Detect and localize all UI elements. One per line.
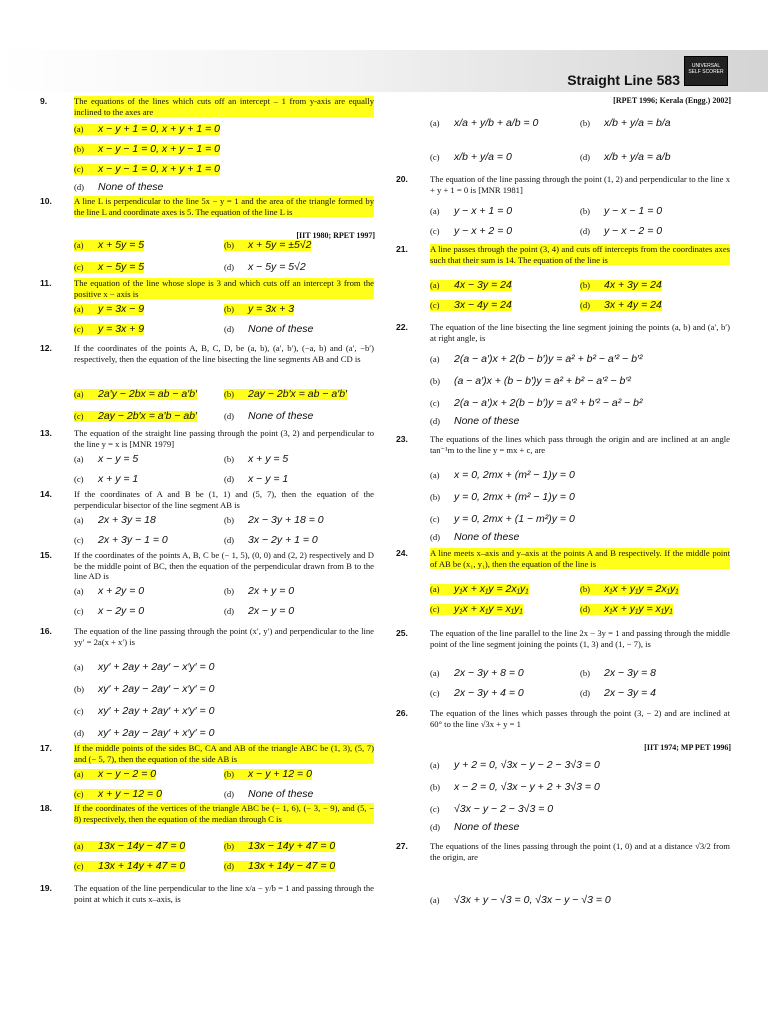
option-expression: x/b + y/a = b/a bbox=[604, 117, 671, 129]
answer-option bbox=[430, 688, 524, 699]
option-letter: (a) bbox=[430, 280, 440, 290]
option-expression: 3x + 4y = 24 bbox=[604, 299, 662, 311]
option-expression: y = 3x + 3 bbox=[248, 303, 295, 315]
question-number: 25. bbox=[396, 628, 408, 638]
option-letter: (c) bbox=[430, 226, 440, 236]
option-letter: (a) bbox=[74, 454, 84, 464]
option-letter: (a) bbox=[430, 206, 440, 216]
option-letter: (c) bbox=[74, 262, 84, 272]
option-expression: y₁x + x₁y = 2x₁y₁ bbox=[454, 583, 529, 595]
page-title: Straight Line 583 bbox=[567, 72, 680, 88]
question-text: The equation of the lines which passes through the point (3, − 2) and are inclined at 60° to the line √3x + y = 1 bbox=[430, 708, 730, 729]
option-letter: (a) bbox=[430, 668, 440, 678]
answer-option bbox=[430, 280, 512, 291]
option-letter: (d) bbox=[224, 474, 235, 484]
option-expression: y = 3x + 9 bbox=[98, 323, 145, 335]
option-expression: None of these bbox=[248, 410, 314, 422]
option-expression: 2ay − 2b′x = a′b − ab′ bbox=[98, 410, 198, 422]
answer-option bbox=[74, 841, 185, 852]
option-expression: 13x − 14y + 47 = 0 bbox=[248, 840, 336, 852]
question-number: 20. bbox=[396, 174, 408, 184]
option-expression: xy′ + 2ay − 2ay′ − x′y′ = 0 bbox=[98, 683, 215, 695]
question-source: [IIT 1980; RPET 1997] bbox=[296, 231, 375, 240]
answer-option bbox=[430, 895, 611, 906]
answer-option bbox=[74, 262, 144, 273]
answer-option bbox=[430, 226, 512, 237]
answer-option bbox=[74, 606, 144, 617]
option-expression: y − x − 2 = 0 bbox=[604, 225, 663, 237]
answer-option bbox=[74, 389, 197, 400]
question-number: 26. bbox=[396, 708, 408, 718]
option-letter: (b) bbox=[224, 769, 235, 779]
option-letter: (a) bbox=[430, 760, 440, 770]
answer-option bbox=[74, 769, 156, 780]
answer-option bbox=[224, 841, 335, 852]
option-letter: (b) bbox=[224, 240, 235, 250]
question-number: 12. bbox=[40, 343, 52, 353]
answer-option bbox=[580, 118, 671, 129]
option-expression: x − y − 1 = 0, x + y − 1 = 0 bbox=[98, 143, 220, 155]
question-text: The equation of the line passing through the point (x′, y′) and perpendicular to the line yy′ = 2a(x + x′) is bbox=[74, 626, 374, 647]
question-text: If the coordinates of the points A, B, C, D, be (a, b), (a′, b′), (−a, b) and (a′, −b′) respectively, then the equation of the line bisecting the line segments AB and CD is bbox=[74, 343, 374, 364]
answer-option bbox=[580, 152, 671, 163]
option-expression: y = 3x − 9 bbox=[98, 303, 145, 315]
option-expression: 3x − 4y = 24 bbox=[454, 299, 512, 311]
option-expression: 2x − 3y + 18 = 0 bbox=[248, 514, 324, 526]
question-source: [IIT 1974; MP PET 1996] bbox=[644, 743, 731, 752]
question-text: If the middle points of the sides BC, CA and AB of the triangle ABC be (1, 3), (5, 7) and (− 5, 7), then the equation of the side AB is bbox=[74, 743, 374, 764]
option-expression: √3x + y − √3 = 0, √3x − y − √3 = 0 bbox=[454, 894, 611, 906]
option-expression: 2x − 3y + 8 = 0 bbox=[454, 667, 524, 679]
option-expression: x + 5y = 5 bbox=[98, 239, 145, 251]
option-letter: (c) bbox=[430, 514, 440, 524]
answer-option bbox=[430, 118, 538, 129]
option-letter: (a) bbox=[74, 841, 84, 851]
option-expression: x + y = 5 bbox=[248, 453, 289, 465]
option-letter: (a) bbox=[430, 470, 440, 480]
option-letter: (d) bbox=[74, 182, 85, 192]
option-expression: x + y − 12 = 0 bbox=[98, 788, 162, 800]
option-letter: (d) bbox=[74, 728, 85, 738]
option-expression: 4x + 3y = 24 bbox=[604, 279, 662, 291]
question-number: 19. bbox=[40, 883, 52, 893]
answer-option bbox=[430, 398, 643, 409]
option-expression: x + 2y = 0 bbox=[98, 585, 145, 597]
option-letter: (b) bbox=[430, 492, 441, 502]
option-letter: (b) bbox=[224, 454, 235, 464]
option-expression: 2x − 3y = 4 bbox=[604, 687, 656, 699]
answer-option bbox=[74, 586, 144, 597]
option-letter: (a) bbox=[430, 354, 440, 364]
option-letter: (c) bbox=[74, 789, 84, 799]
option-expression: x − y − 2 = 0 bbox=[98, 768, 157, 780]
option-expression: 13x − 14y − 47 = 0 bbox=[98, 840, 186, 852]
option-letter: (b) bbox=[580, 206, 591, 216]
option-letter: (c) bbox=[74, 474, 84, 484]
option-letter: (b) bbox=[430, 782, 441, 792]
option-expression: x + 5y = ±5√2 bbox=[248, 239, 312, 251]
question-text: The equation of the line parallel to the line 2x − 3y = 1 and passing through the middle point of the line segment joining the points (1, 3) and (1, − 7), is bbox=[430, 628, 730, 649]
answer-option bbox=[580, 668, 656, 679]
answer-option bbox=[430, 152, 512, 163]
option-letter: (d) bbox=[224, 789, 235, 799]
option-letter: (a) bbox=[430, 895, 440, 905]
option-expression: x = 0, 2mx + (m² − 1)y = 0 bbox=[454, 469, 575, 481]
question-number: 21. bbox=[396, 244, 408, 254]
option-letter: (a) bbox=[74, 769, 84, 779]
option-letter: (b) bbox=[224, 515, 235, 525]
option-expression: y − x + 1 = 0 bbox=[454, 205, 513, 217]
answer-option bbox=[74, 324, 144, 335]
answer-option bbox=[580, 604, 673, 615]
question-source: [RPET 1996; Kerala (Engg.) 2002] bbox=[613, 96, 731, 105]
answer-option bbox=[580, 206, 662, 217]
question-text: The equation of the line bisecting the line segment joining the points (a, b) and (a′, b′) at right angle, is bbox=[430, 322, 730, 343]
answer-option bbox=[430, 300, 512, 311]
answer-option bbox=[224, 535, 318, 546]
question-number: 14. bbox=[40, 489, 52, 499]
option-letter: (d) bbox=[224, 324, 235, 334]
option-expression: y = 0, 2mx + (m² − 1)y = 0 bbox=[454, 491, 575, 503]
option-expression: 2a′y − 2bx = ab − a′b′ bbox=[98, 388, 198, 400]
option-letter: (b) bbox=[580, 584, 591, 594]
answer-option bbox=[224, 324, 313, 335]
option-letter: (d) bbox=[580, 226, 591, 236]
option-expression: x/b + y/a = 0 bbox=[454, 151, 512, 163]
option-expression: x − y − 1 = 0, x + y + 1 = 0 bbox=[98, 163, 220, 175]
question-text: The equation of the straight line passing through the point (3, 2) and perpendicular to the line y = x is [MNR 1979] bbox=[74, 428, 374, 449]
answer-option bbox=[430, 584, 529, 595]
option-expression: None of these bbox=[98, 181, 164, 193]
answer-option bbox=[430, 376, 631, 387]
question-text: If the coordinates of the points A, B, C be (− 1, 5), (0, 0) and (2, 2) respectively and D be the middle point of BC, then the equation of the perpendicular drawn from B to the line AD is bbox=[74, 550, 374, 581]
answer-option bbox=[580, 226, 662, 237]
answer-option bbox=[430, 604, 523, 615]
option-letter: (a) bbox=[74, 124, 84, 134]
answer-option bbox=[74, 164, 220, 175]
option-letter: (c) bbox=[430, 804, 440, 814]
option-expression: x − 2y = 0 bbox=[98, 605, 145, 617]
option-expression: √3x − y − 2 − 3√3 = 0 bbox=[454, 803, 554, 815]
option-letter: (a) bbox=[74, 586, 84, 596]
option-letter: (d) bbox=[430, 532, 441, 542]
option-letter: (d) bbox=[430, 416, 441, 426]
option-letter: (c) bbox=[74, 164, 84, 174]
answer-option bbox=[224, 474, 288, 485]
option-letter: (c) bbox=[430, 398, 440, 408]
answer-option bbox=[430, 668, 524, 679]
question-text: If the coordinates of A and B be (1, 1) and (5, 7), then the equation of the perpendicular bisector of the line segment AB is bbox=[74, 489, 374, 510]
answer-option bbox=[430, 416, 519, 427]
option-letter: (c) bbox=[430, 300, 440, 310]
option-expression: 2x − 3y = 8 bbox=[604, 667, 656, 679]
question-number: 18. bbox=[40, 803, 52, 813]
question-number: 13. bbox=[40, 428, 52, 438]
option-letter: (b) bbox=[224, 586, 235, 596]
option-expression: 13x + 14y − 47 = 0 bbox=[248, 860, 336, 872]
answer-option bbox=[224, 304, 294, 315]
option-letter: (b) bbox=[224, 841, 235, 851]
answer-option bbox=[224, 454, 288, 465]
answer-option bbox=[224, 240, 311, 251]
question-number: 11. bbox=[40, 278, 52, 288]
option-letter: (b) bbox=[224, 389, 235, 399]
question-text: A line L is perpendicular to the line 5x − y = 1 and the area of the triangle formed by the line L and coordinate axes is 5. The equation of the line L is bbox=[74, 196, 374, 217]
option-letter: (a) bbox=[430, 118, 440, 128]
option-letter: (c) bbox=[430, 152, 440, 162]
option-letter: (a) bbox=[74, 389, 84, 399]
option-expression: x₁x + y₁y = x₁y₁ bbox=[604, 603, 673, 615]
question-number: 22. bbox=[396, 322, 408, 332]
answer-option bbox=[580, 300, 662, 311]
option-letter: (d) bbox=[224, 411, 235, 421]
answer-option bbox=[74, 144, 220, 155]
option-expression: y − x + 2 = 0 bbox=[454, 225, 513, 237]
answer-option bbox=[430, 760, 600, 771]
question-number: 17. bbox=[40, 743, 52, 753]
answer-option bbox=[74, 789, 162, 800]
answer-option bbox=[224, 515, 324, 526]
option-letter: (a) bbox=[74, 662, 84, 672]
option-expression: 2x − 3y + 4 = 0 bbox=[454, 687, 524, 699]
option-expression: x − 5y = 5 bbox=[98, 261, 145, 273]
answer-option bbox=[74, 411, 197, 422]
answer-option bbox=[74, 706, 214, 717]
answer-option bbox=[74, 662, 214, 673]
question-number: 9. bbox=[40, 96, 48, 106]
option-expression: 2x + 3y = 18 bbox=[98, 514, 156, 526]
option-letter: (a) bbox=[430, 584, 440, 594]
option-expression: 2(a − a′)x + 2(b − b′)y = a′² + b′² − a² − b² bbox=[454, 397, 643, 409]
answer-option bbox=[74, 124, 220, 135]
option-expression: x + y = 1 bbox=[98, 473, 139, 485]
answer-option bbox=[430, 470, 575, 481]
option-letter: (a) bbox=[74, 304, 84, 314]
option-expression: y + 2 = 0, √3x − y − 2 − 3√3 = 0 bbox=[454, 759, 600, 771]
question-text: The equation of the line whose slope is 3 and which cuts off an intercept 3 from the positive x − axis is bbox=[74, 278, 374, 299]
option-letter: (d) bbox=[224, 535, 235, 545]
answer-option bbox=[430, 782, 600, 793]
question-text: The equations of the lines which pass through the origin and are inclined at an angle tan⁻¹m to the line y = mx + c, are bbox=[430, 434, 730, 455]
option-letter: (d) bbox=[224, 262, 235, 272]
option-expression: None of these bbox=[248, 323, 314, 335]
option-expression: 13x + 14y + 47 = 0 bbox=[98, 860, 186, 872]
option-letter: (c) bbox=[74, 324, 84, 334]
option-letter: (d) bbox=[580, 604, 591, 614]
option-expression: None of these bbox=[454, 415, 520, 427]
answer-option bbox=[430, 514, 575, 525]
option-letter: (b) bbox=[430, 376, 441, 386]
option-expression: 2(a − a′)x + 2(b − b′)y = a² + b² − a′² − b′² bbox=[454, 353, 643, 365]
answer-option bbox=[224, 389, 347, 400]
option-expression: x₁x + y₁y = 2x₁y₁ bbox=[604, 583, 679, 595]
answer-option bbox=[74, 474, 138, 485]
answer-option bbox=[580, 584, 679, 595]
option-expression: x/a + y/b + a/b = 0 bbox=[454, 117, 539, 129]
question-number: 15. bbox=[40, 550, 52, 560]
question-text: The equation of the line perpendicular to the line x/a − y/b = 1 and passing through the point at which it cuts x–axis, is bbox=[74, 883, 374, 904]
answer-option bbox=[74, 535, 168, 546]
option-expression: x − y + 12 = 0 bbox=[248, 768, 312, 780]
answer-option bbox=[224, 769, 312, 780]
question-text: If the coordinates of the vertices of the triangle ABC be (− 1, 6), (− 3, − 9), and (5, − 8) respectively, then the equation of the median through C is bbox=[74, 803, 374, 824]
option-expression: x − y = 1 bbox=[248, 473, 289, 485]
answer-option bbox=[74, 861, 185, 872]
question-number: 23. bbox=[396, 434, 408, 444]
answer-option bbox=[224, 789, 313, 800]
option-letter: (c) bbox=[74, 606, 84, 616]
answer-option bbox=[430, 206, 512, 217]
option-expression: None of these bbox=[454, 821, 520, 833]
question-text: A line meets x–axis and y–axis at the points A and B respectively. If the middle point of AB be (x₁, y₁), then the equation of the line is bbox=[430, 548, 730, 569]
answer-option bbox=[430, 822, 519, 833]
answer-option bbox=[430, 492, 575, 503]
question-number: 24. bbox=[396, 548, 408, 558]
option-letter: (b) bbox=[580, 118, 591, 128]
answer-option bbox=[74, 182, 163, 193]
option-letter: (d) bbox=[580, 300, 591, 310]
option-expression: x − 5y = 5√2 bbox=[248, 261, 306, 273]
question-text: A line passes through the point (3, 4) and cuts off intercepts from the coordinates axes such that their sum is 14. The equation of the line is bbox=[430, 244, 730, 265]
option-letter: (b) bbox=[224, 304, 235, 314]
option-expression: x − 2 = 0, √3x − y + 2 + 3√3 = 0 bbox=[454, 781, 600, 793]
option-letter: (d) bbox=[224, 606, 235, 616]
option-expression: x − y + 1 = 0, x + y + 1 = 0 bbox=[98, 123, 220, 135]
option-letter: (d) bbox=[580, 688, 591, 698]
option-letter: (b) bbox=[74, 144, 85, 154]
page-header bbox=[0, 50, 768, 92]
option-expression: y = 0, 2mx + (1 − m²)y = 0 bbox=[454, 513, 575, 525]
option-expression: y₁x + x₁y = x₁y₁ bbox=[454, 603, 523, 615]
answer-option bbox=[580, 688, 656, 699]
option-expression: None of these bbox=[248, 788, 314, 800]
answer-option bbox=[224, 861, 335, 872]
option-letter: (a) bbox=[74, 515, 84, 525]
answer-option bbox=[74, 304, 144, 315]
option-letter: (c) bbox=[74, 535, 84, 545]
option-expression: (a − a′)x + (b − b′)y = a² + b² − a′² − b′² bbox=[454, 375, 631, 387]
option-expression: xy′ + 2ay − 2ay′ + x′y′ = 0 bbox=[98, 727, 215, 739]
option-expression: 3x − 2y + 1 = 0 bbox=[248, 534, 318, 546]
answer-option bbox=[74, 515, 156, 526]
question-text: The equation of the line passing through the point (1, 2) and perpendicular to the line x + y + 1 = 0 is [MNR 1981] bbox=[430, 174, 730, 195]
question-number: 10. bbox=[40, 196, 52, 206]
option-expression: x − y = 5 bbox=[98, 453, 139, 465]
option-expression: xy′ + 2ay + 2ay′ + x′y′ = 0 bbox=[98, 705, 215, 717]
option-expression: 2ay − 2b′x = ab − a′b′ bbox=[248, 388, 348, 400]
option-letter: (d) bbox=[430, 822, 441, 832]
answer-option bbox=[74, 684, 214, 695]
option-letter: (b) bbox=[580, 668, 591, 678]
question-text: The equations of the lines which cuts off an intercept – 1 from y-axis are equally inclined to the axes are bbox=[74, 96, 374, 117]
answer-option bbox=[74, 454, 138, 465]
option-letter: (c) bbox=[74, 861, 84, 871]
option-expression: 2x + y = 0 bbox=[248, 585, 295, 597]
answer-option bbox=[224, 262, 306, 273]
option-expression: x/b + y/a = a/b bbox=[604, 151, 671, 163]
question-number: 16. bbox=[40, 626, 52, 636]
option-expression: 4x − 3y = 24 bbox=[454, 279, 512, 291]
answer-option bbox=[580, 280, 662, 291]
answer-option bbox=[430, 532, 519, 543]
answer-option bbox=[430, 354, 643, 365]
answer-option bbox=[224, 606, 294, 617]
option-letter: (c) bbox=[74, 706, 84, 716]
publisher-logo: UNIVERSAL SELF SCORER bbox=[684, 56, 728, 86]
option-letter: (c) bbox=[430, 688, 440, 698]
right-column bbox=[396, 96, 730, 1016]
answer-option bbox=[224, 411, 313, 422]
answer-option bbox=[74, 240, 144, 251]
answer-option bbox=[430, 804, 553, 815]
option-expression: y − x − 1 = 0 bbox=[604, 205, 663, 217]
option-expression: None of these bbox=[454, 531, 520, 543]
option-expression: xy′ + 2ay + 2ay′ − x′y′ = 0 bbox=[98, 661, 215, 673]
question-number: 27. bbox=[396, 841, 408, 851]
option-expression: 2x + 3y − 1 = 0 bbox=[98, 534, 168, 546]
option-letter: (b) bbox=[580, 280, 591, 290]
option-letter: (d) bbox=[224, 861, 235, 871]
option-expression: 2x − y = 0 bbox=[248, 605, 295, 617]
option-letter: (d) bbox=[580, 152, 591, 162]
option-letter: (b) bbox=[74, 684, 85, 694]
left-column bbox=[40, 96, 375, 1016]
answer-option bbox=[224, 586, 294, 597]
option-letter: (c) bbox=[74, 411, 84, 421]
question-text: The equations of the lines passing through the point (1, 0) and at a distance √3/2 from the origin, are bbox=[430, 841, 730, 862]
option-letter: (c) bbox=[430, 604, 440, 614]
option-letter: (a) bbox=[74, 240, 84, 250]
answer-option bbox=[74, 728, 214, 739]
